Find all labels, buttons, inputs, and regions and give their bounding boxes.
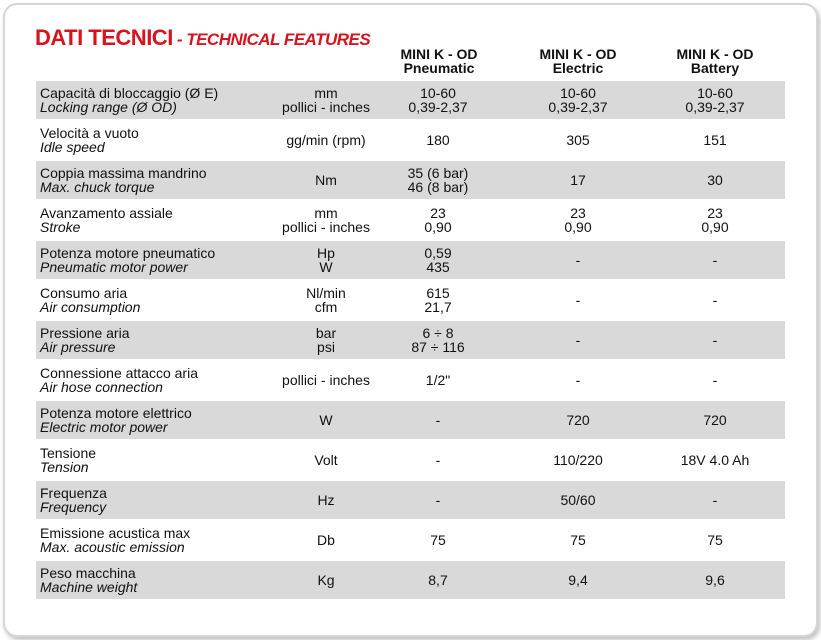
value-pneumatic [368,361,508,399]
column-header-line2: Electric [552,60,604,76]
table-row [36,241,785,279]
value-electric-line: 50/60 [560,492,596,508]
value-battery-line: 151 [703,132,727,148]
unit-cell-line: Volt [314,452,338,468]
value-pneumatic [368,441,508,479]
row-label [40,561,260,599]
table-row [36,321,785,359]
label-italian: Consumo aria [40,285,128,301]
value-electric [508,521,648,559]
value-electric-line: 0,90 [564,219,592,235]
value-battery-line: - [712,252,718,268]
label-italian: Pressione aria [40,325,130,341]
unit-cell-line: cfm [314,299,338,315]
unit-cell-line: W [319,259,333,275]
value-pneumatic-line: 23 [430,205,446,221]
value-electric-line: 23 [570,205,586,221]
row-label [40,161,260,199]
label-english: Tension [40,459,89,475]
unit-cell-line: Db [317,532,335,548]
table-row [36,281,785,319]
value-pneumatic-line: - [435,412,441,428]
value-pneumatic-line: 46 (8 bar) [407,179,469,195]
label-english: Idle speed [40,139,105,155]
value-battery-line: - [712,332,718,348]
unit-cell-line: Hz [317,492,335,508]
table-row [36,521,785,559]
value-electric-line: 0,39-2,37 [548,99,608,115]
column-header-line1: MINI K - OD [676,46,754,62]
row-label [40,121,260,159]
value-electric-line: 75 [570,532,586,548]
table-row [36,121,785,159]
value-battery [645,161,785,199]
value-battery-line: - [712,492,718,508]
table-row [36,201,785,239]
row-label [40,441,260,479]
table-row [36,561,785,599]
label-english: Pneumatic motor power [40,259,188,275]
unit-cell-line: mm [314,85,338,101]
value-pneumatic-line: 87 ÷ 116 [411,339,465,355]
table-row [36,401,785,439]
value-electric [508,161,648,199]
label-english: Frequency [40,499,107,515]
value-electric-line: 720 [566,412,590,428]
value-electric-line: - [575,252,581,268]
value-electric [508,81,648,119]
row-label [40,81,260,119]
value-electric-line: - [575,372,581,388]
label-italian: Peso macchina [40,565,136,581]
unit-cell-line: Nl/min [306,285,346,301]
label-italian: Emissione acustica max [40,525,191,541]
value-pneumatic [368,401,508,439]
column-header-pneumatic [369,47,509,75]
unit-cell-line: bar [315,325,337,341]
value-battery-line: 720 [703,412,727,428]
value-pneumatic [368,121,508,159]
label-english: Air pressure [40,339,116,355]
value-electric [508,401,648,439]
value-electric [508,441,648,479]
unit-cell-line: pollici - inches [282,219,370,235]
label-italian: Avanzamento assiale [40,205,173,221]
value-electric [508,561,648,599]
page-title [35,25,370,51]
column-header-line1: MINI K - OD [400,46,478,62]
value-electric-line: 9,4 [568,572,588,588]
value-pneumatic [368,81,508,119]
value-pneumatic [368,201,508,239]
unit-cell-line: Hp [317,245,335,261]
label-english: Electric motor power [40,419,168,435]
value-battery-line: - [712,372,718,388]
table-row [36,481,785,519]
value-battery-line: 10-60 [697,85,733,101]
value-electric-line: 110/220 [553,452,603,468]
column-header-line2: Pneumatic [403,60,475,76]
label-english: Machine weight [40,579,138,595]
label-italian: Velocità a vuoto [40,125,139,141]
value-battery-line: 9,6 [705,572,725,588]
row-label [40,481,260,519]
value-battery [645,481,785,519]
unit-cell-line: gg/min (rpm) [286,132,366,148]
label-english: Max. chuck torque [40,179,155,195]
value-electric-line: - [575,332,581,348]
value-electric-line: 17 [570,172,586,188]
table-row [36,441,785,479]
unit-cell-line: Nm [315,172,337,188]
value-battery [645,81,785,119]
value-pneumatic [368,561,508,599]
unit-cell-line: pollici - inches [282,372,370,388]
unit-cell-line: pollici - inches [282,99,370,115]
value-pneumatic [368,481,508,519]
value-pneumatic-line: 0,39-2,37 [408,99,468,115]
value-pneumatic-line: 180 [426,132,450,148]
title-main: DATI TECNICI [35,25,173,50]
value-pneumatic-line: 8,7 [428,572,448,588]
value-electric [508,201,648,239]
label-english: Stroke [40,219,81,235]
value-pneumatic-line: 6 ÷ 8 [422,325,454,341]
value-pneumatic [368,281,508,319]
row-label [40,201,260,239]
value-electric-line: 10-60 [560,85,596,101]
label-italian: Tensione [40,445,97,461]
column-header-electric [508,47,648,75]
unit-cell-line: W [319,412,333,428]
label-english: Locking range (Ø OD) [40,99,177,115]
row-label [40,361,260,399]
value-battery [645,241,785,279]
value-pneumatic [368,321,508,359]
value-battery-line: 30 [707,172,723,188]
value-pneumatic [368,161,508,199]
value-electric [508,121,648,159]
table-row [36,81,785,119]
row-label [40,321,260,359]
value-pneumatic-line: 75 [430,532,446,548]
value-battery-line: 0,90 [701,219,729,235]
value-battery-line: 23 [707,205,723,221]
value-battery [645,121,785,159]
value-pneumatic-line: 0,90 [424,219,452,235]
value-electric [508,281,648,319]
value-pneumatic-line: - [435,452,441,468]
unit-cell-line: Kg [317,572,335,588]
column-header-line1: MINI K - OD [539,46,617,62]
value-battery [645,561,785,599]
label-italian: Connessione attacco aria [40,365,198,381]
value-electric-line: - [575,292,581,308]
value-battery [645,401,785,439]
value-battery-line: 0,39-2,37 [685,99,745,115]
value-electric-line: 305 [566,132,590,148]
label-italian: Potenza motore pneumatico [40,245,216,261]
title-sub: - TECHNICAL FEATURES [176,30,371,49]
value-battery-line: 75 [707,532,723,548]
label-italian: Coppia massima mandrino [40,165,207,181]
label-english: Max. acoustic emission [40,539,185,555]
value-pneumatic-line: 0,59 [424,245,452,261]
table-row [36,161,785,199]
value-battery-line: - [712,292,718,308]
label-italian: Potenza motore elettrico [40,405,192,421]
spec-card [3,3,818,637]
row-label [40,401,260,439]
value-pneumatic-line: 435 [426,259,450,275]
value-battery [645,201,785,239]
value-battery [645,441,785,479]
label-english: Air consumption [40,299,141,315]
value-pneumatic-line: - [435,492,441,508]
value-pneumatic [368,241,508,279]
value-pneumatic-line: 615 [426,285,450,301]
value-pneumatic-line: 35 (6 bar) [407,165,469,181]
value-pneumatic-line: 1/2" [425,372,451,388]
unit-cell-line: psi [317,339,335,355]
label-italian: Frequenza [40,485,107,501]
row-label [40,241,260,279]
unit-cell-line: mm [314,205,338,221]
table-row [36,361,785,399]
value-battery [645,361,785,399]
value-battery [645,521,785,559]
value-electric [508,241,648,279]
value-pneumatic-line: 21,7 [424,299,452,315]
label-english: Air hose connection [40,379,163,395]
value-pneumatic [368,521,508,559]
value-electric [508,361,648,399]
value-electric [508,321,648,359]
spec-table [36,81,785,601]
value-pneumatic-line: 10-60 [420,85,456,101]
value-electric [508,481,648,519]
row-label [40,521,260,559]
row-label [40,281,260,319]
value-battery [645,321,785,359]
value-battery-line: 18V 4.0 Ah [680,452,750,468]
column-header-line2: Battery [690,60,740,76]
value-battery [645,281,785,319]
label-italian: Capacità di bloccaggio (Ø E) [40,85,219,101]
column-header-battery [645,47,785,75]
